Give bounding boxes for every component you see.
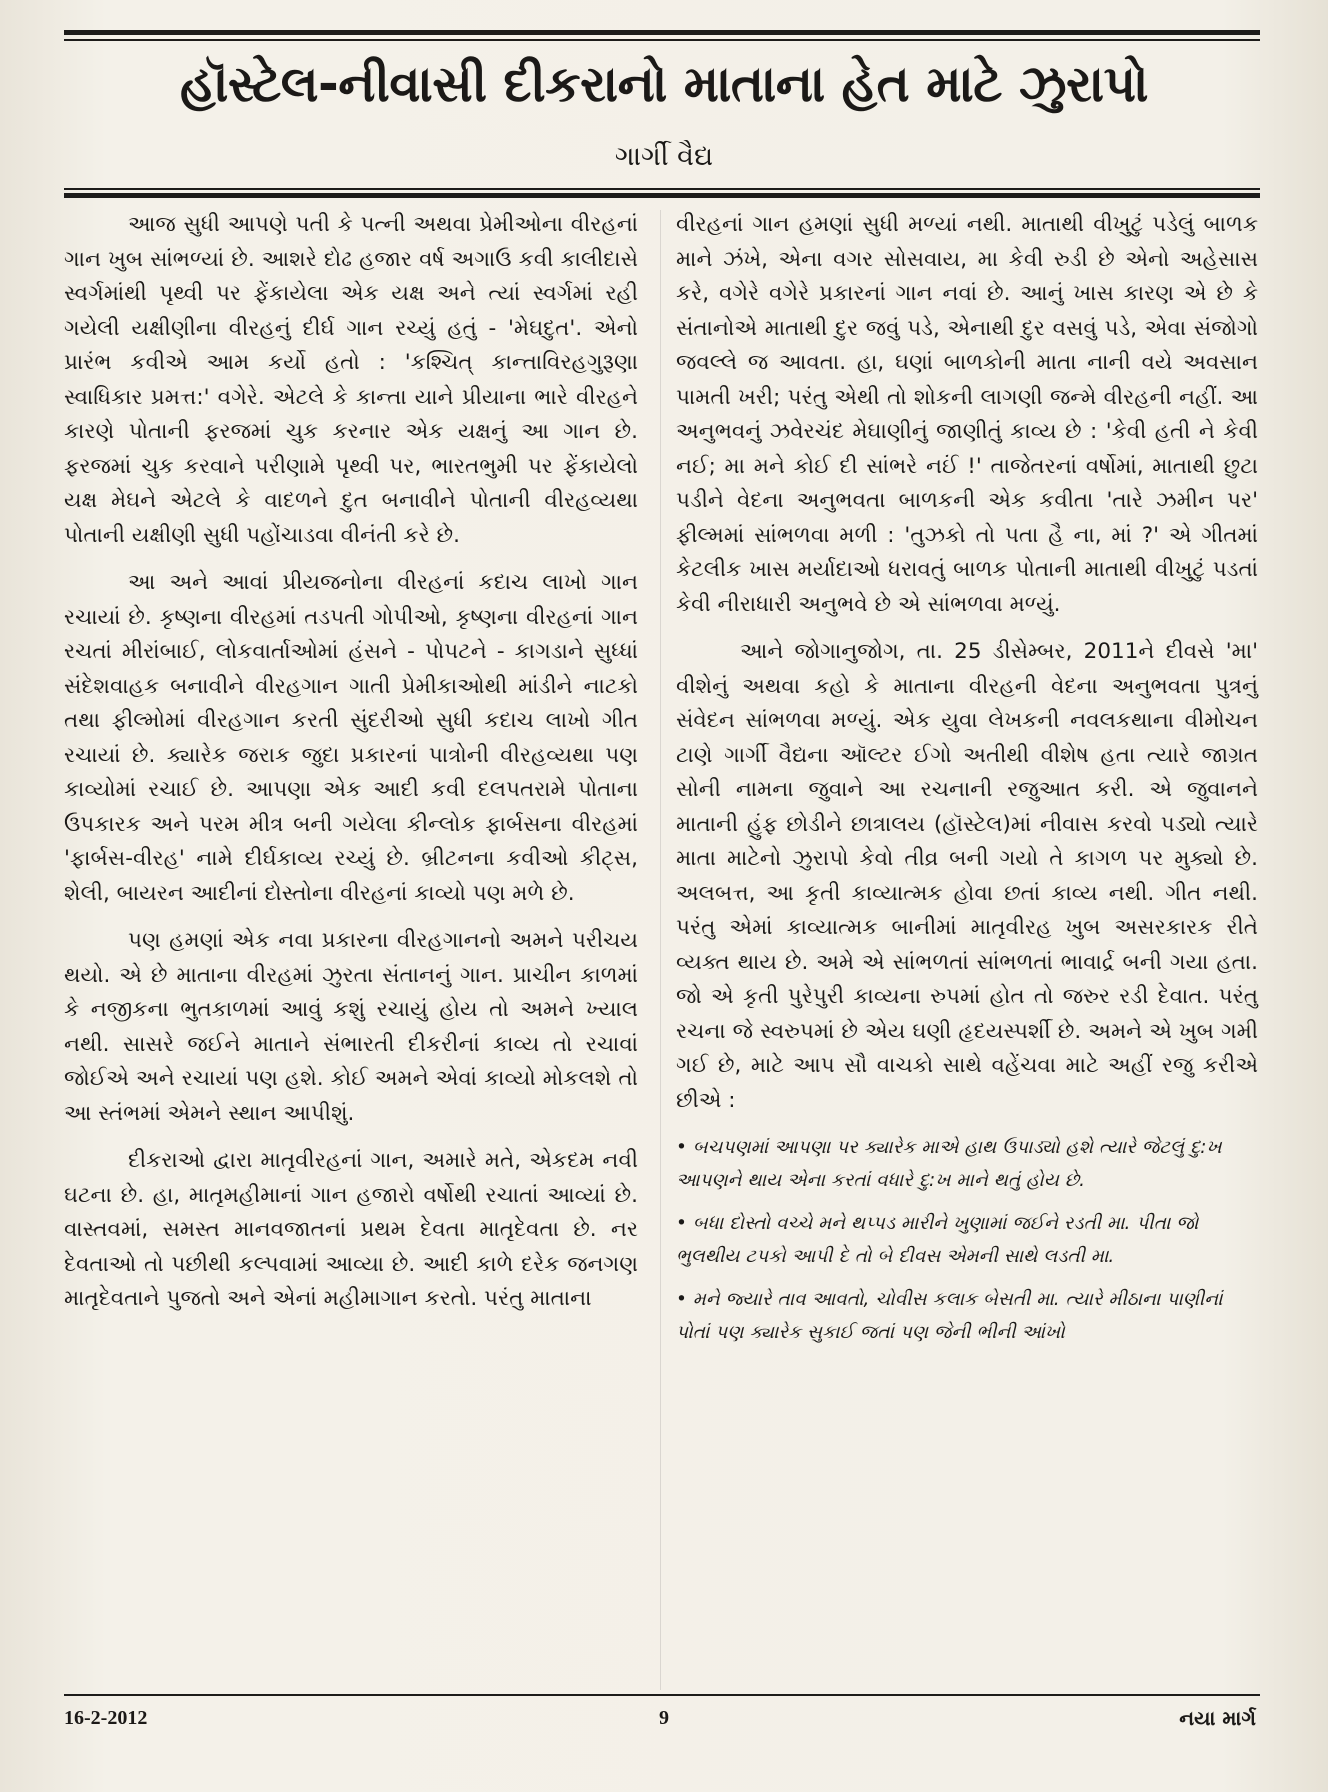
left-column [64, 208, 638, 1330]
footer-date: 16-2-2012 [64, 1707, 148, 1729]
paragraph: આને જોગાનુજોગ, તા. 25 ડીસેમ્બર, 2011ને દીવસે 'મા' વીશેનું અથવા કહો કે માતાના વીરહની વેદના અનુભવતા પુત્રનું સંવેદન સાંભળવા મળ્યું. એક યુવા લેખકની નવલકથાના વીમોચન ટાણે ગાર્ગી વૈદ્યના ઑલ્ટર ઈગો અતીથી વીશેષ હતા ત્યારે જાગ્રત સોની નામના જુવાને આ રચનાની રજુઆત કરી. એ જુવાનને માતાની હુંફ છોડીને છાત્રાલય (હૉસ્ટેલ)માં નીવાસ કરવો પડ્યો ત્યારે માતા માટેનો ઝુરાપો કેવો તીવ્ર બની ગયો તે કાગળ પર મુક્યો છે. અલબત્ત, આ કૃતી કાવ્યાત્મક હોવા છતાં કાવ્ય નથી. ગીત નથી. પરંતુ એમાં કાવ્યાત્મક બાનીમાં માતૃવીરહ ખુબ અસરકારક રીતે વ્યક્ત થાય છે. અમે એ સાંભળતાં સાંભળતાં ભાવાર્દ્ર બની ગયા હતા. જો એ કૃતી પુરેપુરી કાવ્યના રુપમાં હોત તો જરુર રડી દેવાત. પરંતુ રચના જે સ્વરુપમાં છે એય ઘણી હૃદયસ્પર્શી છે. અમને એ ખુબ ગમી ગઈ છે, માટે આપ સૌ વાચકો સાથે વહેંચવા માટે અહીં રજુ કરીએ છીએ : [676, 639, 1258, 1113]
article-title: હૉસ્ટેલ-નીવાસી દીકરાનો માતાના હેત માટે ઝુરાપો [179, 55, 1149, 113]
right-column [676, 208, 1258, 1359]
top-rule-thin [64, 39, 1260, 41]
paragraph: દીકરાઓ દ્વારા માતૃવીરહનાં ગાન, અમારે મતે, એકદમ નવી ઘટના છે. હા, માતૃમહીમાનાં ગાન હજારો વર્ષોથી રચાતાં આવ્યાં છે. વાસ્તવમાં, સમસ્ત માનવજાતનાં પ્રથમ દેવતા માતૃદેવતા છે. નર દેવતાઓ તો પછીથી કલ્પવામાં આવ્યા છે. આદી કાળે દરેક જનગણ માતૃદેવતાને પુજતો અને એનાં મહીમાગાન કરતો. પરંતુ માતાના [64, 1148, 638, 1311]
paragraph: આજ સુધી આપણે પતી કે પત્ની અથવા પ્રેમીઓના વીરહનાં ગાન ખુબ સાંભળ્યાં છે. આશરે દોઢ હજાર વર્ષ અગાઉ કવી કાલીદાસે સ્વર્ગમાંથી પૃથ્વી પર ફેંકાયેલા એક યક્ષ અને ત્યાં સ્વર્ગમાં રહી ગયેલી યક્ષીણીના વીરહનું દીર્ઘ ગાન રચ્યું હતું - 'મેઘદુત'. એનો પ્રારંભ કવીએ આમ કર્યો હતો : 'કશ્ચિત્ કાન્તાવિરહગુરૂણા સ્વાધિકાર પ્રમત્ત:' વગેરે. એટલે કે કાન્તા યાને પ્રીયાના ભારે વીરહને કારણે પોતાની ફરજમાં ચુક કરનાર એક યક્ષનું આ ગાન છે. ફરજમાં ચુક કરવાને પરીણામે પૃથ્વી પર, ભારતભુમી પર ફેંકાયેલો યક્ષ મેઘને એટલે કે વાદળને દુત બનાવીને પોતાની વીરહવ્યથા પોતાની યક્ષીણી સુધી પહોંચાડવા વીનંતી કરે છે. [64, 212, 638, 548]
footer-rule [64, 1694, 1260, 1696]
paragraph: પણ હમણાં એક નવા પ્રકારના વીરહગાનનો અમને પરીચય થયો. એ છે માતાના વીરહમાં ઝુરતા સંતાનનું ગાન. પ્રાચીન કાળમાં કે નજીકના ભુતકાળમાં આવું કશું રચાયું હોય તો અમને ખ્યાલ નથી. સાસરે જઈને માતાને સંભારતી દીકરીનાં કાવ્ય તો રચાવાં જોઈએ અને રચાયાં પણ હશે. કોઈ અમને એવાં કાવ્યો મોકલશે તો આ સ્તંભમાં એમને સ્થાન આપીશું. [64, 928, 638, 1126]
column-divider [660, 210, 661, 1690]
article-author: ગાર્ગી વૈદ્ય [614, 141, 714, 172]
top-rule-thick [64, 30, 1260, 35]
paragraph: વીરહનાં ગાન હમણાં સુધી મળ્યાં નથી. માતાથી વીખુટું પડેલું બાળક માને ઝંખે, એના વગર સોસવાય, મા કેવી રુડી છે એનો અહેસાસ કરે, વગેરે વગેરે પ્રકારનાં ગાન નવાં છે. આનું ખાસ કારણ એ છે કે સંતાનોએ માતાથી દુર જવું પડે, એનાથી દુર વસવું પડે, એવા સંજોગો જવલ્લે જ આવતા. હા, ઘણાં બાળકોની માતા નાની વયે અવસાન પામતી ખરી; પરંતુ એથી તો શોકની લાગણી જન્મે વીરહની નહીં. આ અનુભવનું ઝવેરચંદ મેઘાણીનું જાણીતું કાવ્ય છે : 'કેવી હતી ને કેવી નઈ; મા મને કોઈ દી સાંભરે નઈં !' તાજેતરનાં વર્ષોમાં, માતાથી છુટા પડીને વેદના અનુભવતા બાળકની એક કવીતા 'તારે ઝમીન પર' ફીલ્મમાં સાંભળવા મળી : 'તુઝકો તો પતા હૈ ના, માં ?' એ ગીતમાં કેટલીક ખાસ મર્યાદાઓ ધરાવતું બાળક પોતાની માતાથી વીખુટું પડતાં કેવી નીરાધારી અનુભવે છે એ સાંભળવા મળ્યું. [676, 212, 1258, 617]
header-rule-thin [64, 188, 1260, 190]
bullet-item: • બચપણમાં આપણા પર ક્યારેક માએ હાથ ઉપાડ્યો હશે ત્યારે જેટલું દુ:ખ આપણને થાય એના કરતાં વધારે દુ:ખ માને થતું હોય છે. [676, 1137, 1222, 1191]
header-rule-thick [64, 193, 1260, 198]
bullet-item: • મને જ્યારે તાવ આવતો, ચોવીસ કલાક બેસતી મા. ત્યારે મીઠાના પાણીનાં પોતાં પણ ક્યારેક સુકાઈ જતાં પણ જેની ભીની આંખો [676, 1289, 1223, 1343]
bullet-list [676, 1131, 1258, 1349]
footer-page-number: 9 [659, 1707, 669, 1729]
footer-publication: નયા માર્ગ [1179, 1706, 1256, 1730]
paragraph: આ અને આવાં પ્રીયજનોના વીરહનાં કદાચ લાખો ગાન રચાયાં છે. કૃષ્ણના વીરહમાં તડપતી ગોપીઓ, કૃષ્ણના વીરહનાં ગાન રચતાં મીરાંબાઈ, લોકવાર્તાઓમાં હંસને - પોપટને - કાગડાને સુધ્ધાં સંદેશવાહક બનાવીને વીરહગાન ગાતી પ્રેમીકાઓથી માંડીને નાટકો તથા ફીલ્મોમાં વીરહગાન કરતી સુંદરીઓ સુધી કદાચ લાખો ગીત રચાયાં છે. ક્યારેક જરાક જુદા પ્રકારનાં પાત્રોની વીરહવ્યથા પણ કાવ્યોમાં રચાઈ છે. આપણા એક આદી કવી દલપતરામે પોતાના ઉપકારક અને પરમ મીત્ર બની ગયેલા કીન્લોક ફાર્બસના વીરહમાં 'ફાર્બસ-વીરહ' નામે દીર્ઘકાવ્ય રચ્યું છે. બ્રીટનના કવીઓ કીટ્સ, શેલી, બાયરન આદીનાં દોસ્તોના વીરહનાં કાવ્યો પણ મળે છે. [64, 570, 638, 906]
bullet-item: • બધા દોસ્તો વચ્ચે મને થપ્પડ મારીને ખુણામાં જઈને રડતી મા. પીતા જો ભુલથીય ટપકો આપી દે તો બે દીવસ એમની સાથે લડતી મા. [676, 1213, 1199, 1267]
